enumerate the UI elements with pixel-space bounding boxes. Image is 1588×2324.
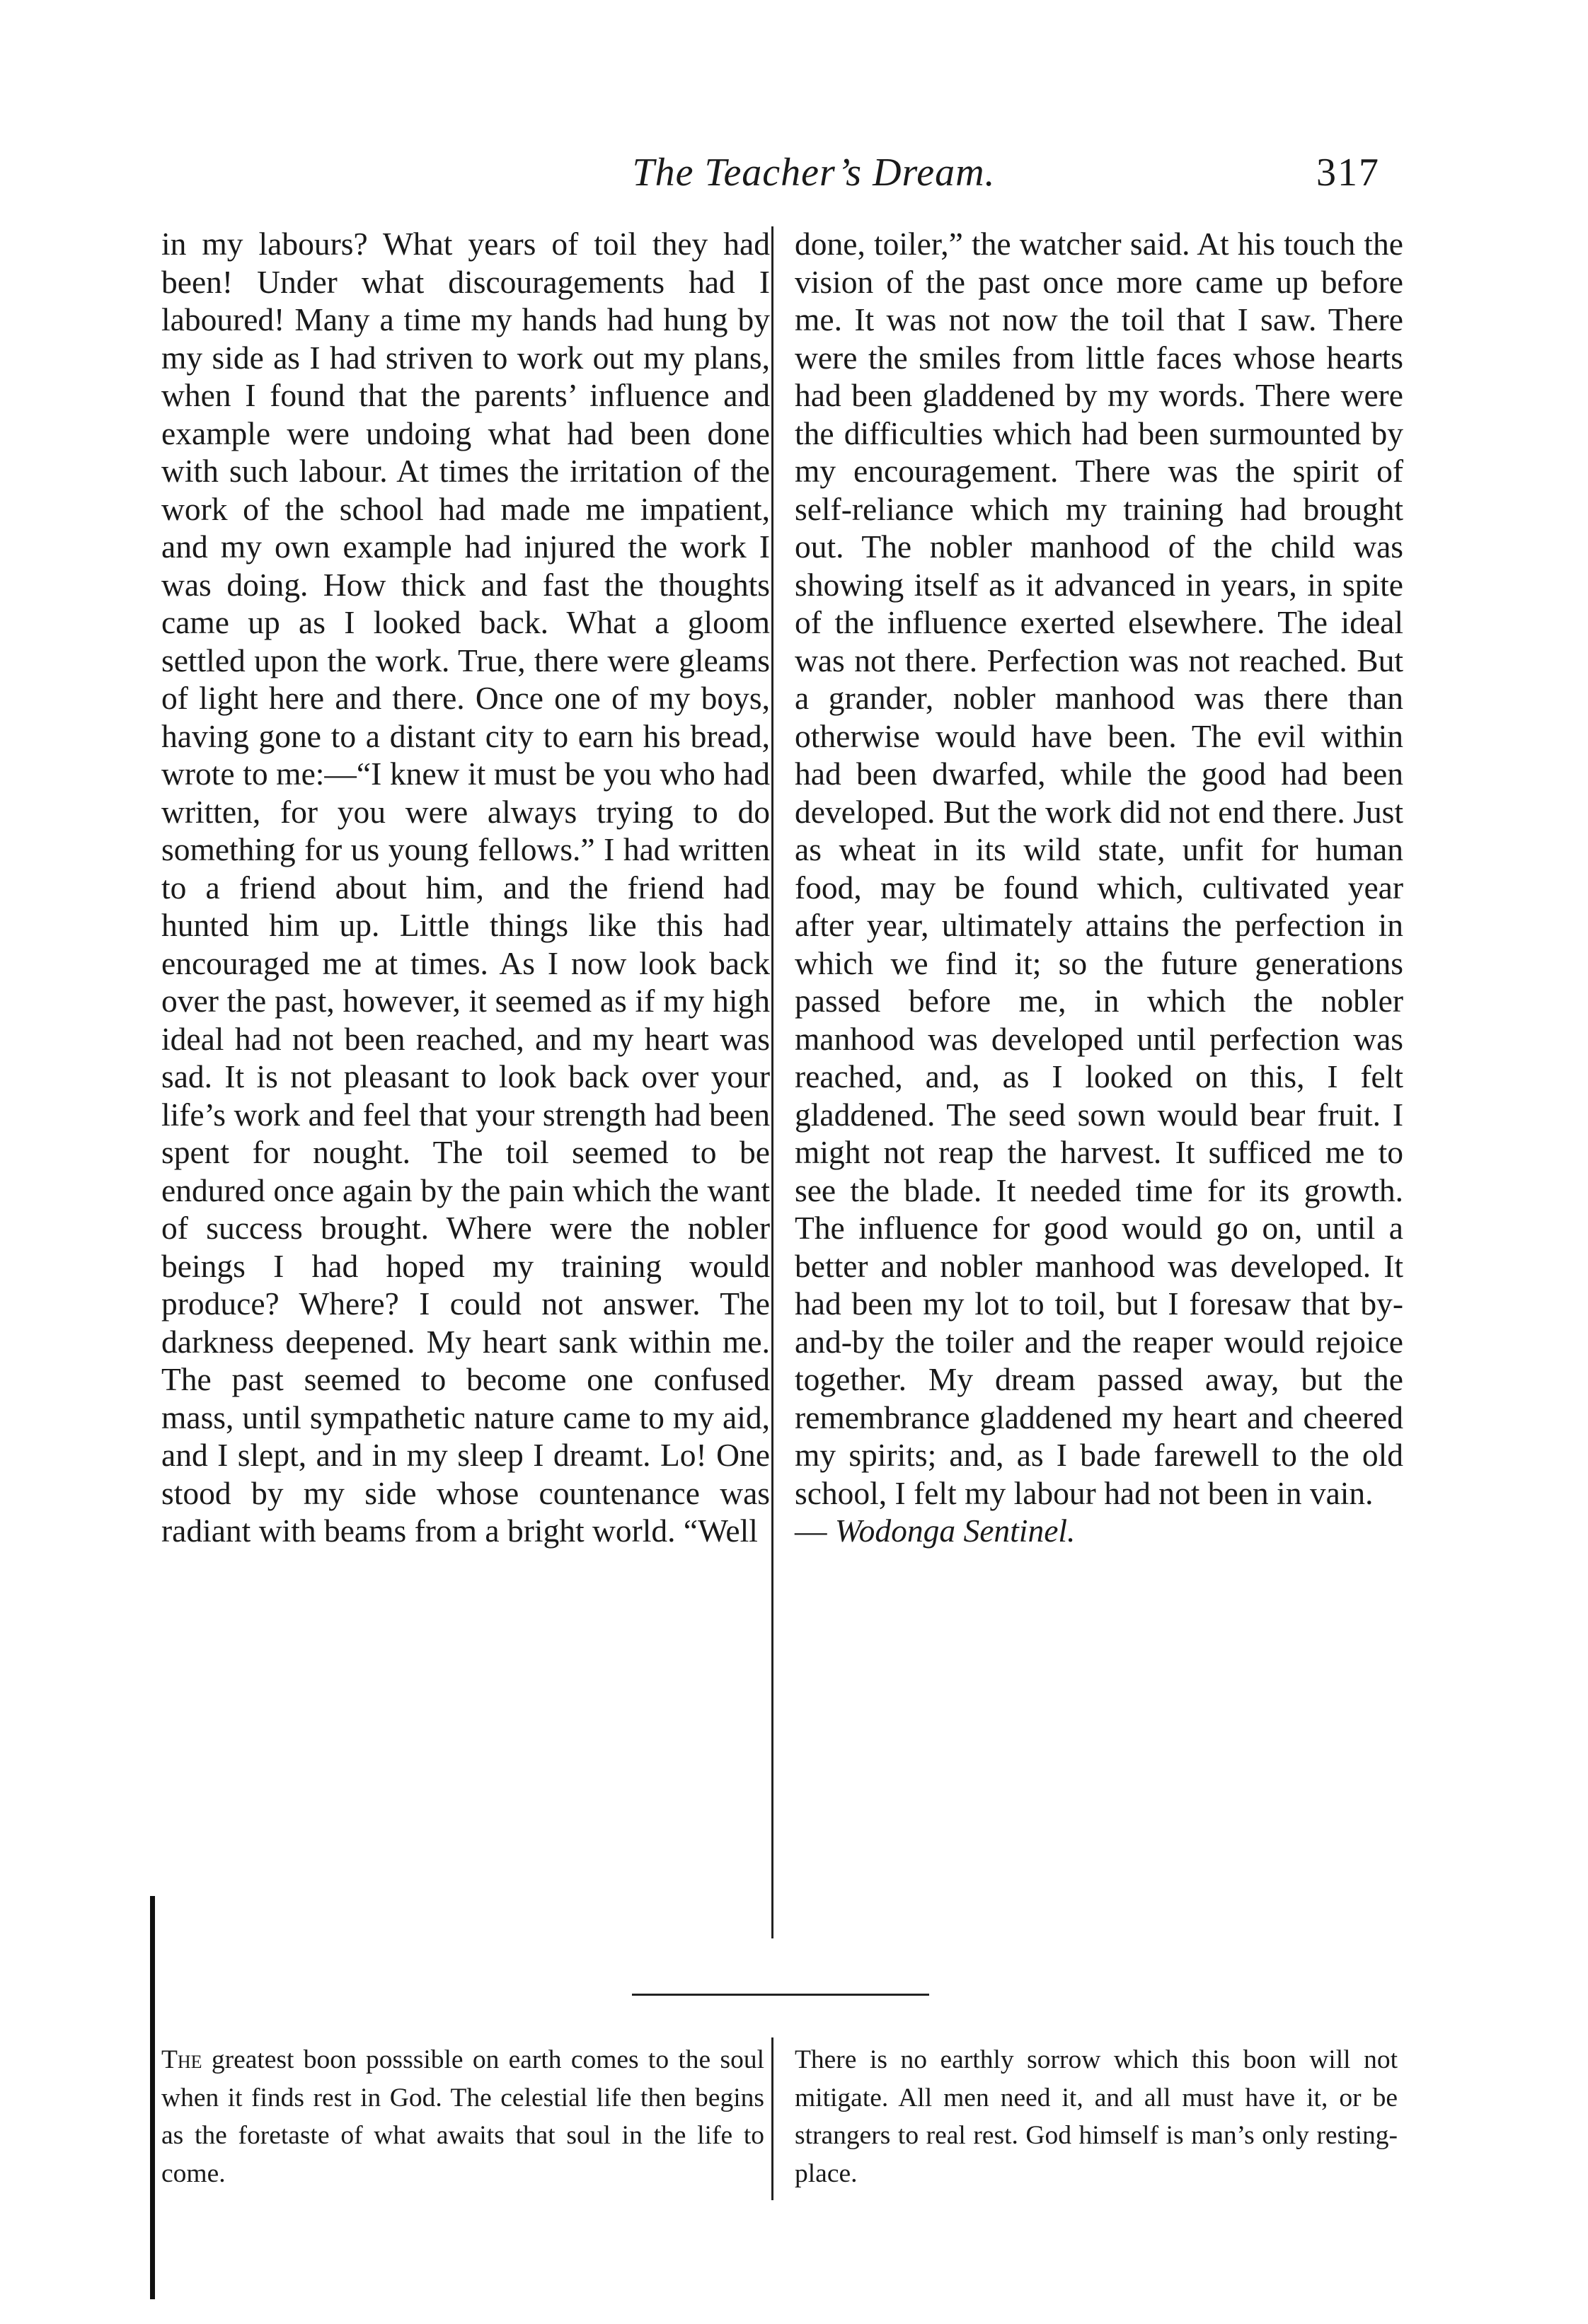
notes-divider: [771, 2037, 773, 2200]
article-right-column: [795, 225, 1403, 1550]
note-left: [161, 2041, 764, 2192]
article-source: [795, 1512, 1403, 1550]
section-separator: [632, 1994, 929, 1996]
article-left-column: [161, 225, 770, 1550]
source-dash: —: [795, 1513, 835, 1549]
page-number: 317: [1316, 151, 1380, 195]
column-divider: [771, 226, 773, 1938]
article-left-text: in my labours? What years of toil they had been! Under what discouragements had I laboured! Many a time my hands had hung by my side as I had striven to work out my plans, when I found that the parents’ influence and example were undoing what had been done with such labour. At times the irritation of the work of the school had made me impatient, and my own example had injured the work I was doing. How thick and fast the thoughts came up as I looked back. What a gloom settled upon the work. True, there were gleams of light here and there. Once one of my boys, having gone to a distant city to earn his bread, wrote to me:—“I knew it must be you who had written, for you were always trying to do something for us young fellows.” I had written to a friend about him, and the friend had hunted him up. Little things like this had encouraged me at times. As I now look back over the past, however, it seemed as if my high ideal had not been reached, and my heart was sad. It is not pleasant to look back over your life’s work and feel that your strength had been spent for nought. The toil seemed to be endured once again by the pain which the want of success brought. Where were the nobler beings I had hoped my training would produce? Where? I could not answer. The darkness deepened. My heart sank within me. The past seemed to become one confused mass, until sympathetic nature came to my aid, and I slept, and in my sleep I dreamt. Lo! One stood by my side whose countenance was radiant with beams from a bright world. “Well: [161, 226, 770, 1549]
note-right: There is no earthly sorrow which this boon will not mitigate. All men need it, and all must have it, or be strangers to real rest. God himself is man’s only resting-place.: [795, 2045, 1398, 2188]
margin-edge-mark: [150, 1896, 155, 2299]
note-left-text: greatest boon posssible on earth comes to the soul when it finds rest in God. The celestial life then begins as the foretaste of what awaits that soul in the life to come.: [161, 2045, 764, 2188]
running-title: The Teacher’s Dream.: [632, 151, 996, 195]
article-right-text: done, toiler,” the watcher said. At his touch the vision of the past once more came up before me. It was not now the toil that I saw. There were the smiles from little faces whose hearts had been gladdened by my words. There were the difficulties which had been surmounted by my encouragement. There was the spirit of self-reliance which my training had brought out. The nobler manhood of the child was showing itself as it advanced in years, in spite of the influence exerted elsewhere. The ideal was not there. Perfection was not reached. But a grander, nobler manhood was there than otherwise would have been. The evil within had been dwarfed, while the good had been developed. But the work did not end there. Just as wheat in its wild state, unfit for human food, may be found which, cultivated year after year, ultimately attains the perfection in which we find it; so the future generations passed before me, in which the nobler manhood was developed until perfection was reached, and, as I looked on this, I felt gladdened. The seed sown would bear fruit. I might not reap the harvest. It sufficed me to see the blade. It needed time for its growth. The influence for good would go on, until a better and nobler manhood was developed. It had been my lot to toil, but I foresaw that by-and-by the toiler and the reaper would rejoice together. My dream passed away, but the remembrance gladdened my heart and cheered my spirits; and, as I bade farewell to the old school, I felt my labour had not been in vain.: [795, 226, 1403, 1511]
note-left-initial: The: [161, 2045, 202, 2074]
source-name: Wodonga Sentinel.: [834, 1513, 1076, 1549]
